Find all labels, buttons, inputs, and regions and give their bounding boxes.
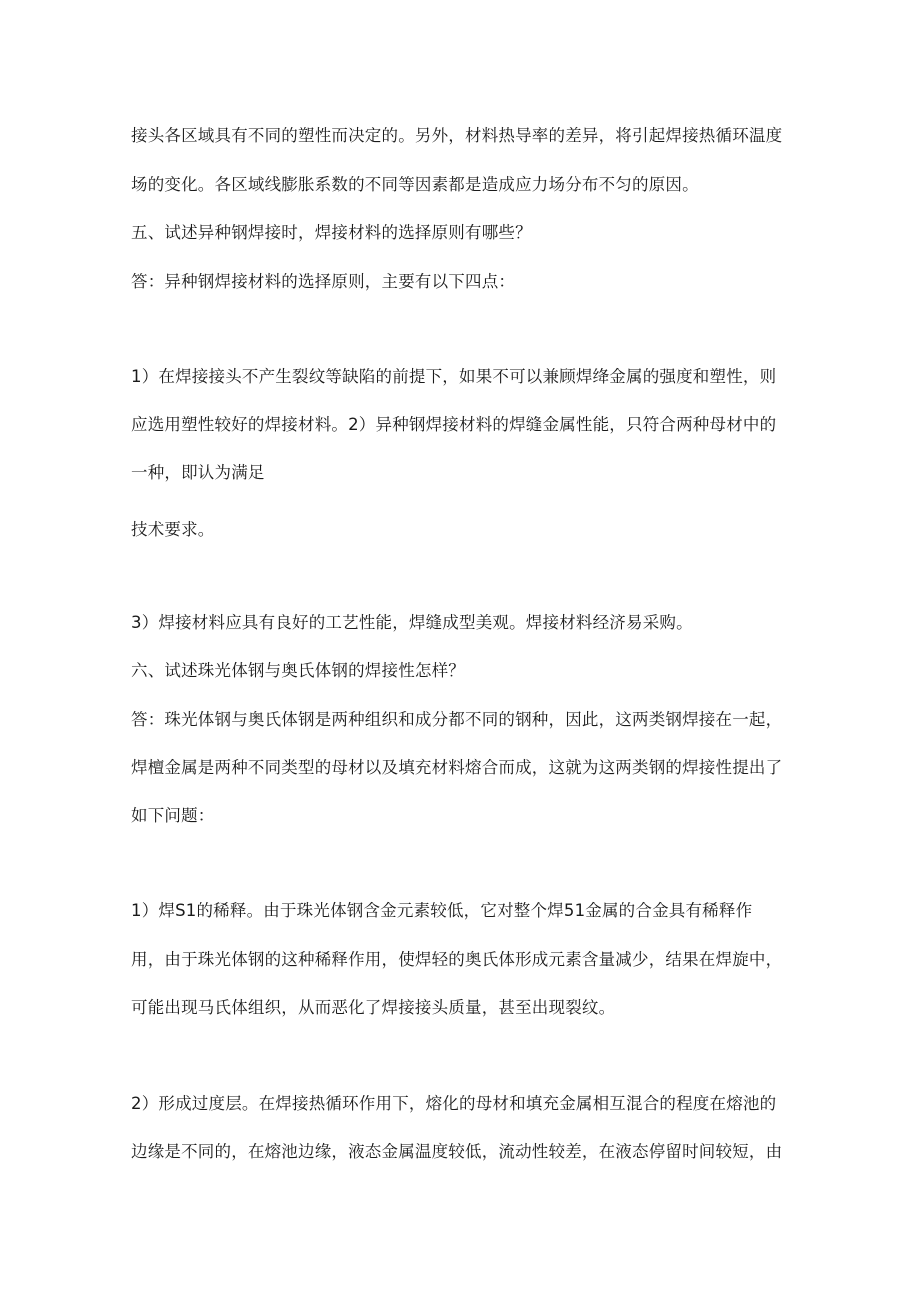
section-heading-6: 六、试述珠光体钢与奥氏体钢的焊接性怎样？ — [131, 661, 465, 680]
text-line-17: 2）形成过度层。在焊接热循环作用下，熔化的母材和填充金属相互混合的程度在熔池的 — [131, 1094, 777, 1113]
answer-intro-5: 答：异种钢焊接材料的选择原则，主要有以下四点： — [131, 272, 516, 291]
text-line-13: 如下问题： — [131, 806, 215, 825]
text-line-14: 1）焊S1的稀释。由于珠光体钢含金元素较低，它对整个焊51金属的合金具有稀释作 — [131, 901, 753, 920]
section-heading-5: 五、试述异种钢焊接时，焊接材料的选择原则有哪些？ — [131, 223, 532, 242]
text-line-2: 场的变化。各区域线膨胀系数的不同等因素都是造成应力场分布不匀的原因。 — [131, 175, 699, 194]
text-line-6: 应选用塑性较好的焊接材料。2）异种钢焊接材料的焊缝金属性能，只符合两种母材中的 — [131, 415, 777, 434]
text-line-12: 焊檀金属是两种不同类型的母材以及填充材料熔合而成，这就为这两类钢的焊接性提出了 — [131, 758, 783, 777]
text-line-1: 接头各区域具有不同的塑性而决定的。另外，材料热导率的差异，将引起焊接热循环温度 — [131, 126, 783, 145]
text-line-7: 一种，即认为满足 — [131, 463, 265, 482]
text-line-18: 边缘是不同的，在熔池边缘，液态金属温度较低，流动性较差，在液态停留时间较短，由 — [131, 1142, 783, 1161]
text-line-16: 可能出现马氏体组织，从而恶化了焊接接头质量，甚至出现裂纹。 — [131, 998, 616, 1017]
text-line-5: 1）在焊接接头不产生裂纹等缺陷的前提下，如果不可以兼顾焊绛金属的强度和塑性，则 — [131, 367, 777, 386]
text-line-9: 3）焊接材料应具有良好的工艺性能，焊缝成型美观。焊接材料经济易采购。 — [131, 613, 693, 632]
answer-intro-6: 答：珠光体钢与奥氏体钢是两种组织和成分都不同的钢种，因此，这两类钢焊接在一起， — [131, 710, 783, 729]
text-line-15: 用，由于珠光体钢的这种稀释作用，使焊轻的奥氏体形成元素含量减少，结果在焊旋中， — [131, 950, 783, 969]
text-line-8: 技术要求。 — [131, 520, 215, 539]
